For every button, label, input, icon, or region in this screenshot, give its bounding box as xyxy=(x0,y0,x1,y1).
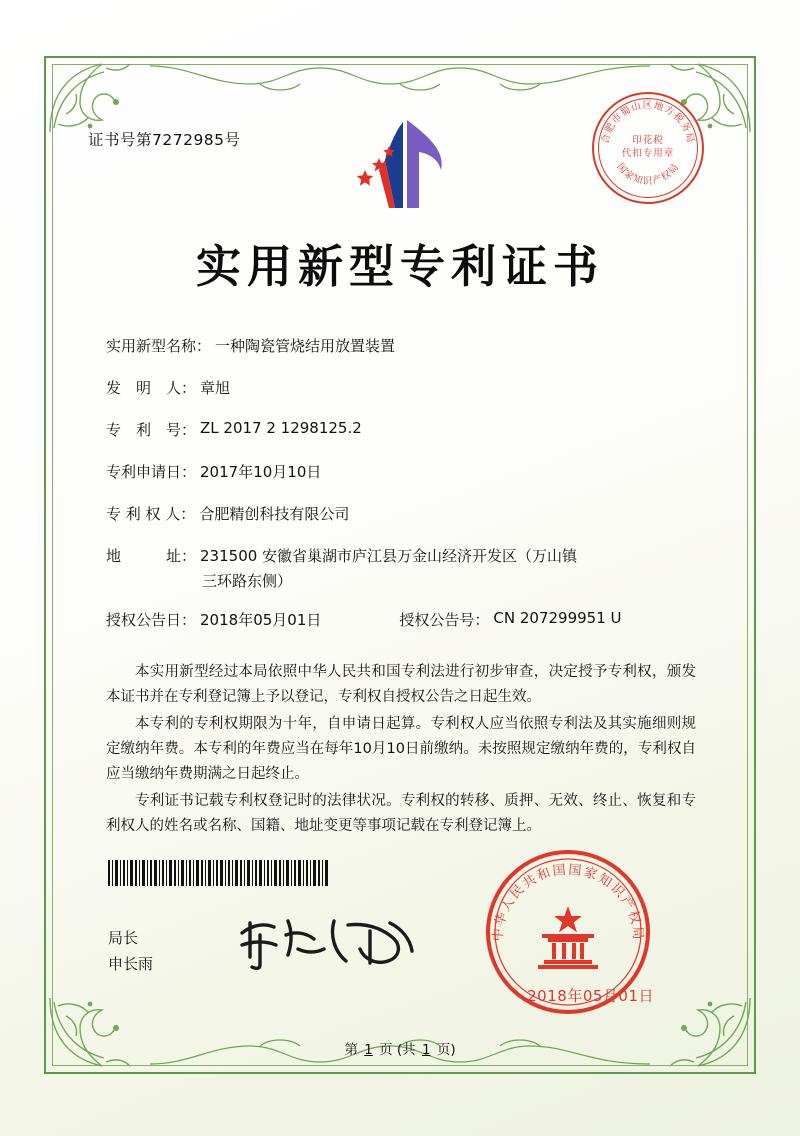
footer-total-pages: 1 xyxy=(421,1042,431,1058)
top-edge-ornament-icon xyxy=(150,58,650,104)
footer-suffix: 页) xyxy=(436,1042,456,1058)
tax-stamp-seal xyxy=(592,92,704,204)
corner-ornament-icon xyxy=(46,58,138,136)
field-label: 地 址： xyxy=(106,547,197,565)
official-seal-text: 中华人民共和国国家知识产权局 xyxy=(490,862,646,943)
field-value: 章旭 xyxy=(200,379,231,397)
field-patentee xyxy=(106,503,706,524)
field-value: 2018年05月01日 xyxy=(200,611,322,629)
page-title: 实用新型专利证书 xyxy=(195,240,604,293)
legal-paragraph: 专利证书记载专利权登记时的法律状况。专利权的转移、质押、无效、终止、恢复和专利权人的姓名或名称、国籍、地址变更等事项记载在专利登记簿上。 xyxy=(106,793,696,834)
field-label: 实用新型名称： xyxy=(106,337,212,355)
page-footer xyxy=(0,1038,800,1058)
patent-barcode-icon xyxy=(108,860,328,886)
footer-page-number: 1 xyxy=(364,1042,373,1058)
seal-arc-bottom-text: 国家知识产权局 xyxy=(614,161,682,187)
field-inventor xyxy=(106,377,706,398)
field-application-date xyxy=(106,461,706,482)
footer-prefix: 第 xyxy=(344,1042,358,1058)
corner-ornament-icon xyxy=(46,994,138,1072)
field-value: CN 207299951 U xyxy=(493,609,622,627)
field-grant-date xyxy=(106,609,321,630)
field-grant-number xyxy=(399,609,621,630)
field-label: 专 利 号： xyxy=(106,421,197,439)
corner-ornament-icon xyxy=(662,994,754,1072)
seal-line-1: 印花税 xyxy=(632,135,664,146)
field-grant-row xyxy=(106,609,706,630)
field-label: 专利申请日： xyxy=(106,463,197,481)
field-value: 231500 安徽省巢湖市庐江县万金山经济开发区（万山镇 xyxy=(200,547,578,565)
seal-date: 2018年05月01日 xyxy=(527,987,654,1005)
seal-arc-top-text: 合肥市蜀山区地方税务局 xyxy=(600,100,696,145)
seal-line-2: 代扣专用章 xyxy=(621,148,675,159)
field-label: 发 明 人： xyxy=(106,379,197,397)
field-value-line2: 三环路东侧） xyxy=(202,572,293,590)
legal-paragraph: 本专利的专利权期限为十年，自申请日起算。专利权人应当依照专利法及其实施细则规定缴纳年费。本专利的年费应当在每年10月10日前缴纳。未按照规定缴纳年费的，专利权自应当缴纳年费期满之日起终止。 xyxy=(106,716,696,782)
certificate-number: 证书号第7272985号 xyxy=(88,131,241,149)
field-label: 授权公告日： xyxy=(106,611,197,629)
director-title-label: 局长 xyxy=(108,929,139,947)
director-name-label: 申长雨 xyxy=(108,955,154,973)
field-patent-number xyxy=(106,419,706,440)
director-handwritten-signature-icon xyxy=(230,905,430,975)
field-list xyxy=(106,335,706,636)
field-utility-model-name xyxy=(106,335,706,356)
svg-text:国家知识产权局 xyxy=(614,161,681,187)
director-signature-block xyxy=(108,925,153,977)
field-label: 专 利 权 人： xyxy=(106,505,196,523)
legal-paragraph: 本实用新型经过本局依照中华人民共和国专利法进行初步审查，决定授予专利权，颁发本证书并在专利登记簿上予以登记，专利权自授权公告之日起生效。 xyxy=(106,664,696,705)
field-value: 合肥精创科技有限公司 xyxy=(199,505,350,523)
footer-middle: 页 (共 xyxy=(379,1042,416,1058)
field-value: 一种陶瓷管烧结用放置装置 xyxy=(215,337,396,355)
legal-text-block xyxy=(106,660,696,841)
field-value: ZL 2017 2 1298125.2 xyxy=(200,419,362,437)
field-address xyxy=(106,545,706,591)
field-value: 2017年10月10日 xyxy=(200,463,322,481)
field-label: 授权公告号： xyxy=(399,611,490,629)
cnipa-p-logo-icon xyxy=(345,108,465,218)
